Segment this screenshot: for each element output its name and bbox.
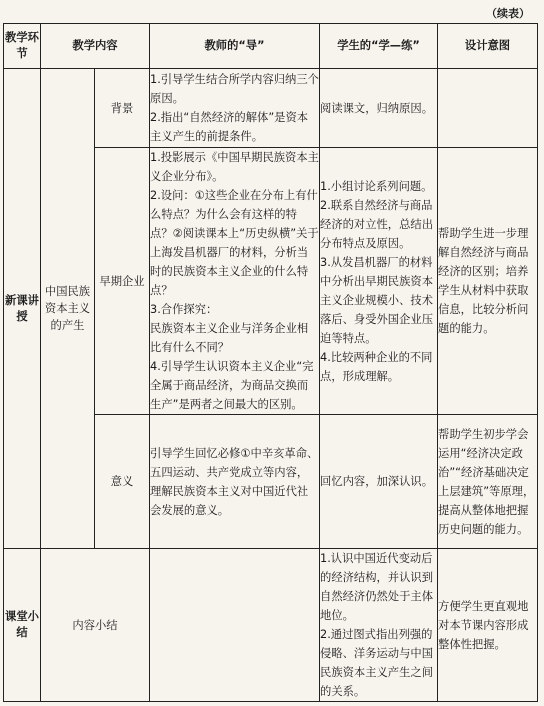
teacher-early-item: 4.引导学生认识资本主义企业“完全属于商品经济，为商品交换而生产”是两者之间最大的区别。 [150, 360, 314, 411]
row-summary [4, 549, 538, 702]
header-stage: 教学环节 [4, 24, 41, 69]
label-background: 背景 [95, 69, 150, 148]
topic-cell: 中国民族资本主义的产生 [41, 69, 95, 549]
stage-summary: 课堂小结 [4, 549, 41, 702]
teacher-early-item: 1.投影展示《中国早期民族资本主义企业分布》。 [150, 151, 319, 183]
label-meaning: 意义 [95, 415, 150, 549]
teacher-background-item: 1.引导学生结合所学内容归纳三个原因。 [150, 73, 319, 105]
continued-label: （续表） [486, 7, 530, 20]
student-early-item: 3.从发昌机器厂的材料中分析出早期民族资本主义企业规模小、技术落后、身受外国企业压迫等特点。 [320, 255, 433, 345]
header-row [4, 24, 538, 69]
teacher-early-item: 民族资本主义企业与洋务企业相比有什么不同？ [150, 322, 309, 354]
summary-content: 内容小结 [41, 549, 150, 702]
header-intent: 设计意图 [438, 24, 538, 69]
summary-student-item: 1.认识中国近代变动后的经济结构，并认识到自然经济仍然处于主体地位。 [320, 552, 433, 622]
summary-intent: 方便学生更直观地对本节课内容形成整体性把握。 [438, 549, 538, 702]
teacher-early [150, 148, 320, 415]
student-early-item: 1.小组讨论系列问题。 [320, 179, 433, 193]
student-early [320, 148, 438, 415]
teacher-early-item: 3.合作探究： [150, 303, 218, 316]
lesson-plan-table [3, 23, 538, 702]
student-early-item: 4.比较两种企业的不同点，形成理解。 [320, 350, 433, 383]
intent-meaning: 帮助学生初步学会运用“经济决定政治”“经济基础决定上层建筑”等原理，提高从整体地把握历史问题的能力。 [438, 415, 538, 549]
header-content: 教学内容 [41, 24, 150, 69]
summary-student [320, 549, 438, 702]
teacher-meaning: 引导学生回忆必修①中辛亥革命、五四运动、共产党成立等内容，理解民族资本主义对中国近代社会发展的意义。 [150, 415, 320, 549]
stage-new: 新课讲授 [4, 69, 41, 549]
student-meaning: 回忆内容，加深认识。 [320, 415, 438, 549]
row-background [4, 69, 538, 148]
teacher-background [150, 69, 320, 148]
student-early-item: 2.联系自然经济与商品经济的对立性，总结出分布特点及原因。 [320, 198, 433, 250]
label-early: 早期企业 [95, 148, 150, 415]
summary-student-item: 2.通过图式指出列强的侵略、洋务运动与中国民族资本主义产生之间的关系。 [320, 628, 433, 698]
teacher-early-item: 2.设问：①这些企业在分布上有什么特点？为什么会有这样的特点？②阅读课本上“历史纵横”关于上海发昌机器厂的材料，分析当时的民族资本主义企业的什么特点？ [150, 189, 319, 297]
header-teacher: 教师的“导” [150, 24, 320, 69]
summary-teacher [150, 549, 320, 702]
teacher-background-item: 2.指出“自然经济的解体”是资本主义产生的前提条件。 [150, 111, 309, 143]
intent-background [438, 69, 538, 148]
intent-early: 帮助学生进一步理解自然经济与商品经济的区别；培养学生从材料中获取信息，比较分析问题的能力。 [438, 148, 538, 415]
student-background: 阅读课文，归纳原因。 [320, 69, 438, 148]
header-student: 学生的“学—练” [320, 24, 438, 69]
